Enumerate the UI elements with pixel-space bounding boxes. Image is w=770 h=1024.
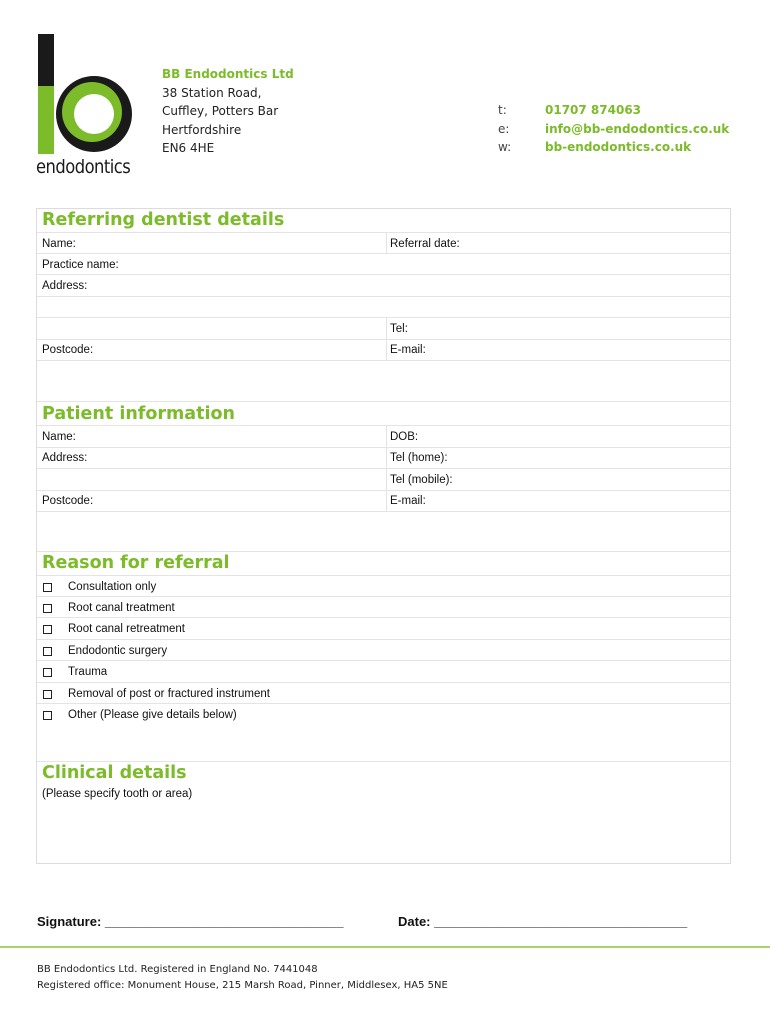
- referrer-tel-field[interactable]: Tel:: [390, 323, 408, 335]
- company-address: [162, 65, 294, 158]
- option-label: Removal of post or fractured instrument: [68, 688, 270, 700]
- address-line: Cuffley, Potters Bar: [162, 104, 279, 118]
- logo-text: endodontics: [36, 156, 131, 178]
- section-heading-patient: Patient information: [42, 404, 235, 424]
- checkbox-endodontic-surgery[interactable]: [43, 647, 52, 656]
- contact-key: w:: [498, 140, 512, 154]
- footer-registration: BB Endodontics Ltd. Registered in England No. 7441048: [37, 964, 318, 975]
- contact-key: e:: [498, 121, 510, 136]
- contact-key: t:: [498, 103, 507, 117]
- contact-block: [498, 101, 729, 157]
- clinical-details-note: (Please specify tooth or area): [42, 788, 193, 800]
- signature-field[interactable]: Signature: _________________________________: [37, 914, 344, 929]
- checkbox-other[interactable]: [43, 711, 52, 720]
- patient-email-field[interactable]: E-mail:: [390, 495, 426, 507]
- email-link[interactable]: info@bb-endodontics.co.uk: [545, 121, 730, 136]
- option-label: Other (Please give details below): [68, 709, 237, 721]
- phone-number: 01707 874063: [545, 103, 642, 117]
- footer-office: Registered office: Monument House, 215 Marsh Road, Pinner, Middlesex, HA5 5NE: [37, 979, 448, 991]
- checkbox-trauma[interactable]: [43, 668, 52, 677]
- patient-name-field[interactable]: Name:: [42, 431, 76, 443]
- company-name: BB Endodontics Ltd: [162, 67, 294, 81]
- patient-tel-mobile-field[interactable]: Tel (mobile):: [390, 474, 453, 486]
- referrer-name-field[interactable]: Name:: [42, 238, 76, 250]
- footer: [37, 962, 448, 993]
- referrer-email-field[interactable]: E-mail:: [390, 344, 426, 356]
- referrer-address-field[interactable]: Address:: [42, 280, 88, 292]
- checkbox-removal-post[interactable]: [43, 690, 52, 699]
- patient-tel-home-field[interactable]: Tel (home):: [390, 452, 448, 464]
- address-line: Hertfordshire: [162, 122, 242, 137]
- address-line: 38 Station Road,: [162, 85, 262, 100]
- contact-row: [498, 138, 729, 157]
- option-label: Consultation only: [68, 581, 157, 593]
- referral-date-field[interactable]: Referral date:: [390, 238, 460, 250]
- option-label: Trauma: [68, 666, 108, 678]
- patient-dob-field[interactable]: DOB:: [390, 431, 419, 443]
- option-label: Root canal treatment: [68, 602, 175, 614]
- referrer-postcode-field[interactable]: Postcode:: [42, 344, 94, 356]
- option-label: Root canal retreatment: [68, 623, 185, 635]
- contact-row: [498, 101, 729, 120]
- checkbox-root-canal-retreatment[interactable]: [43, 625, 52, 634]
- referral-form: [36, 208, 731, 864]
- address-line: EN6 4HE: [162, 141, 215, 155]
- contact-row: [498, 120, 729, 139]
- checkbox-consultation[interactable]: [43, 583, 52, 592]
- section-heading-reason: Reason for referral: [42, 553, 230, 573]
- checkbox-root-canal-treatment[interactable]: [43, 604, 52, 613]
- patient-address-field[interactable]: Address:: [42, 452, 88, 464]
- website-link[interactable]: bb-endodontics.co.uk: [545, 140, 692, 154]
- footer-divider: [0, 946, 770, 948]
- patient-postcode-field[interactable]: Postcode:: [42, 495, 94, 507]
- date-field[interactable]: Date: ___________________________________: [398, 914, 688, 929]
- section-heading-clinical: Clinical details: [42, 763, 187, 783]
- practice-name-field[interactable]: Practice name:: [42, 259, 119, 271]
- clinical-details-area[interactable]: [37, 804, 730, 863]
- section-heading-referring: Referring dentist details: [42, 210, 285, 230]
- option-label: Endodontic surgery: [68, 645, 168, 657]
